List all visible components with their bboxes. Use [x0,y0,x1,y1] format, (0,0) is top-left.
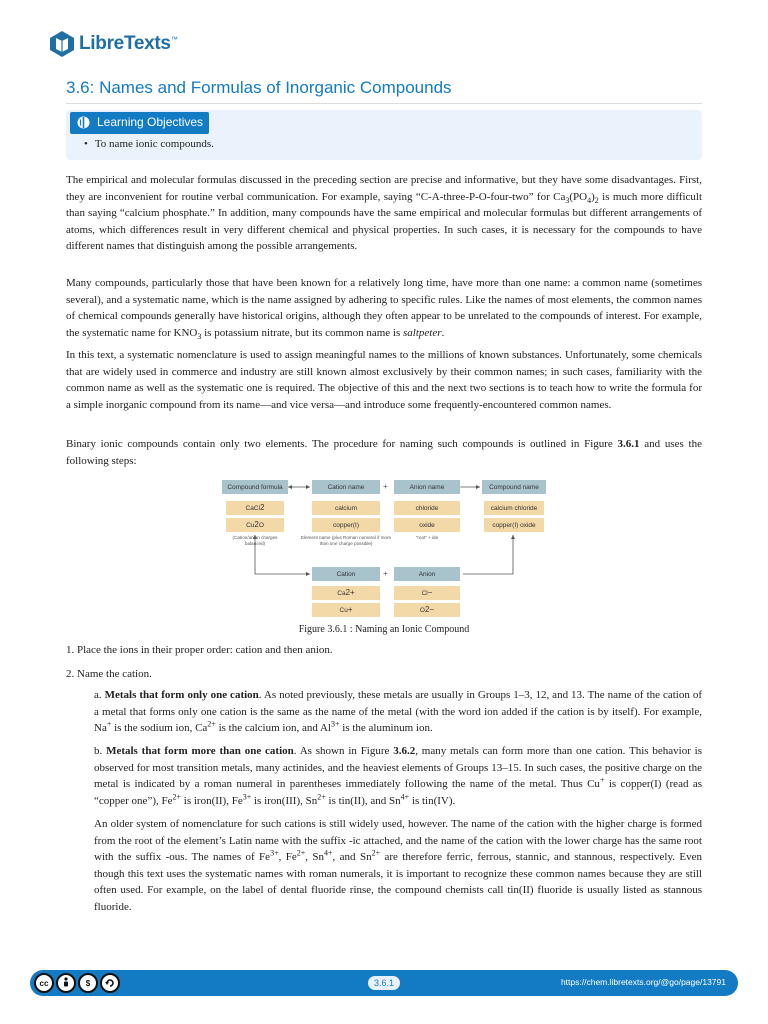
cell-formula-cu2o: Cu 2 O [226,518,284,532]
superscript: 4+ [324,848,333,858]
step-2: 2. Name the cation. [66,668,152,680]
subscript: 2 [594,195,599,205]
superscript: + [106,719,112,729]
formula-text: Cu [246,521,255,529]
cell-formula-cacl2: CaCl 2 [226,501,284,515]
bold-term: Metals that form only one cation [104,689,259,701]
ion-text: Ca [337,589,346,597]
header-anion-name: Anion name [394,480,460,494]
learning-objectives-list [84,138,214,150]
subscript: 3 [565,195,570,205]
page-footer [30,970,738,996]
step-2a [94,687,702,737]
learning-objectives-icon [77,116,90,129]
cell-ion-cu: Cu + [312,603,380,617]
superscript: 3+ [270,848,279,858]
libretexts-logo[interactable] [48,28,177,60]
plus-sign: + [383,569,388,578]
paragraph-3: In this text, a systematic nomenclature is used to assign meaningful names to the millions of known substances. Unfortunately, some chemicals that are widely used in commerce and industry are still known almost exclusively by their common names; in such cases, familiarity with the common name as well as the systematic one is required. The objective of this and the next two sections is to teach how to write the formula for a simple inorganic compound from its name—and vice versa—and introduce some frequently-encountered common names. [66,349,702,411]
cell-cation-calcium: calcium [312,501,380,515]
subscript: 4 [587,195,592,205]
logo-text: LibreTexts [79,33,171,54]
paragraph-1-text: is much more difficult than saying “calcium phosphate.” In addition, many compounds have the same empirical and molecular formulas but different arrangements of atoms, which differences result in very different chemical and physical properties. In such cases, it is necessary for the compounds to have different names that distinguish among the possible arrangements. [66,190,702,252]
list-label: b. [94,745,107,757]
subscript: 3 [197,331,202,341]
header-cation: Cation [312,567,380,581]
superscript: 3+ [242,791,252,801]
superscript: + [599,775,605,785]
older-system-text: , Fe [278,851,297,863]
learning-objective-item: • To name ionic compounds. [84,138,214,150]
arrow-compound-to-ions [463,535,513,574]
learning-objectives-header [70,112,209,134]
step-2b-text: is tin(IV). [409,794,456,807]
older-system-text: are therefore ferric, ferrous, stannic, and stannous, respectively. Even though this text uses the systematic names with roman numerals, it is important to recognize these common names because they are still often used. For example, on the label of dental fluoride rinse, the compound chemists call tin(II) fluoride is usually listed as stannous fluoride. [94,851,703,913]
paragraph-1 [66,172,702,255]
paragraph-4-text: Binary ionic compounds contain only two elements. The procedure for naming such compounds is outlined in Figure [66,438,618,450]
emphasis-saltpeter: saltpeter [403,326,442,339]
cell-name-calcium-chloride: calcium chloride [484,501,544,515]
learning-objectives-label: Learning Objectives [97,115,204,129]
cell-ion-ca: Ca 2+ [312,586,380,600]
step-2b-text: . As shown in Figure [293,745,394,757]
figure-reference-link[interactable]: 3.6.1 [617,438,640,450]
step-2b [94,743,702,809]
libretexts-logo-icon [48,30,76,58]
paragraph-1-text: (PO [569,190,588,203]
header-anion: Anion [394,567,460,581]
older-system-text: An older system of nomenclature for such cations is still widely used, however. The name of the cation with the higher charge is formed from the root of the element’s Latin name with the suffix -ic attached, and the name of the cation with the lower charge has the same root with the suffix -ous. The names of Fe [94,818,702,863]
paragraph-4 [66,436,702,469]
older-system-paragraph [94,816,702,915]
list-label: a. [94,689,105,701]
sa-icon [100,973,120,993]
note-root-ide: “root” + ide [415,535,439,540]
paragraph-1-text: The empirical and molecular formulas discussed in the preceding section are precise and informative, but they have some disadvantages. First, they are inconvenient for routine verbal communication. For example, saying “C-A-three-P-O-four-two” for Ca [66,174,702,203]
cc-license-badge[interactable] [34,973,120,993]
paragraph-2-text: is potassium nitrate, but its common name is [201,326,404,339]
superscript: 2+ [172,791,182,801]
by-icon [56,973,76,993]
bold-term: Metals that form more than one cation [106,745,294,757]
naming-ionic-compound-figure [222,478,548,620]
step-2b-text: is tin(II), and Sn [325,794,401,807]
ion-text: Cl [421,589,428,597]
step-2a-text: is the calcium ion, and Al [215,722,331,734]
step-2b-text: is iron(III), Sn [251,794,318,807]
superscript: 3+ [331,719,340,729]
superscript: 4+ [400,791,410,801]
step-2a-text: is the sodium ion, Ca [111,722,208,734]
paragraph-2 [66,275,702,341]
step-2a-text: is the aluminum ion. [339,722,433,734]
cc-icon: cc [34,973,54,993]
step-2a-text: . As noted previously, these metals are usually in Groups 1–3, 12, and 13. The name of the cation of a metal that forms only one cation is the same as the name of the metal (with the word ion added if the cation is by itself). For example, Na [94,689,702,734]
older-system-text: , and Sn [332,851,372,863]
cell-ion-o: O 2− [394,603,460,617]
plus-sign: + [383,482,388,491]
note-charges-balanced: (Cation/anion charges balanced) [232,535,278,546]
cell-cation-copper-i: copper(I) [312,518,380,532]
cell-anion-oxide: oxide [394,518,460,532]
cell-name-copper-i-oxide: copper(I) oxide [484,518,544,532]
paragraph-2-text: Many compounds, particularly those that have been known for a relatively long time, have more than one name: a common name (sometimes several), and a systematic name, which is the name assigned by adhering to specific rules. Like the names of most elements, the common names of chemical compounds generally have historical origins, although they often appear to be unrelated to the compounds of interest. For example, the systematic name for KNO [66,277,702,339]
learning-objectives-box [66,110,702,160]
cell-anion-chloride: chloride [394,501,460,515]
header-compound-name: Compound name [482,480,546,494]
header-compound-formula: Compound formula [222,480,288,494]
superscript: 2+ [317,791,326,801]
ion-text: Cu [339,606,348,614]
nc-icon: $ [78,973,98,993]
cell-ion-cl: Cl − [394,586,460,600]
header-cation-name: Cation name [312,480,380,494]
paragraph-1-text: ) [591,190,595,203]
superscript: 2+ [207,719,216,729]
formula-text: CaCl [245,504,260,512]
superscript: 2+ [371,848,381,858]
note-element-name: Element name (plus Roman numeral if more than one charge possible) [300,535,392,546]
older-system-text: , Sn [305,851,325,863]
superscript: 2+ [296,848,306,858]
paragraph-4-text: and uses the following steps: [66,438,702,467]
step-1: 1. Place the ions in their proper order: cation and then anion. [66,644,333,656]
page-url-link[interactable]: https://chem.libretexts.org/@go/page/13791 [560,977,726,987]
step-2b-text: , many metals can form more than one cation. This behavior is observed for most transition metals, many actinides, and the heaviest elements of Groups 13–15. In such cases, the positive charge on the metal is indicated by a roman numeral in parentheses immediately following the name of the metal. Thus Cu [94,745,703,790]
page-title: 3.6: Names and Formulas of Inorganic Compounds [66,78,702,104]
paragraph-2-text: . [441,326,445,339]
page-number: 3.6.1 [368,976,400,990]
formula-text: O [258,521,264,529]
step-2b-text: is iron(II), Fe [181,794,243,807]
step-2b-text: is copper(I) (read as “copper one”), Fe [94,778,702,807]
figure-caption: Figure 3.6.1 : Naming an Ionic Compound [298,624,470,635]
figure-reference-link[interactable]: 3.6.2 [393,745,416,757]
figure-arrows [222,478,548,620]
ion-text: O [419,606,425,614]
logo-trademark: ™ [170,36,178,44]
